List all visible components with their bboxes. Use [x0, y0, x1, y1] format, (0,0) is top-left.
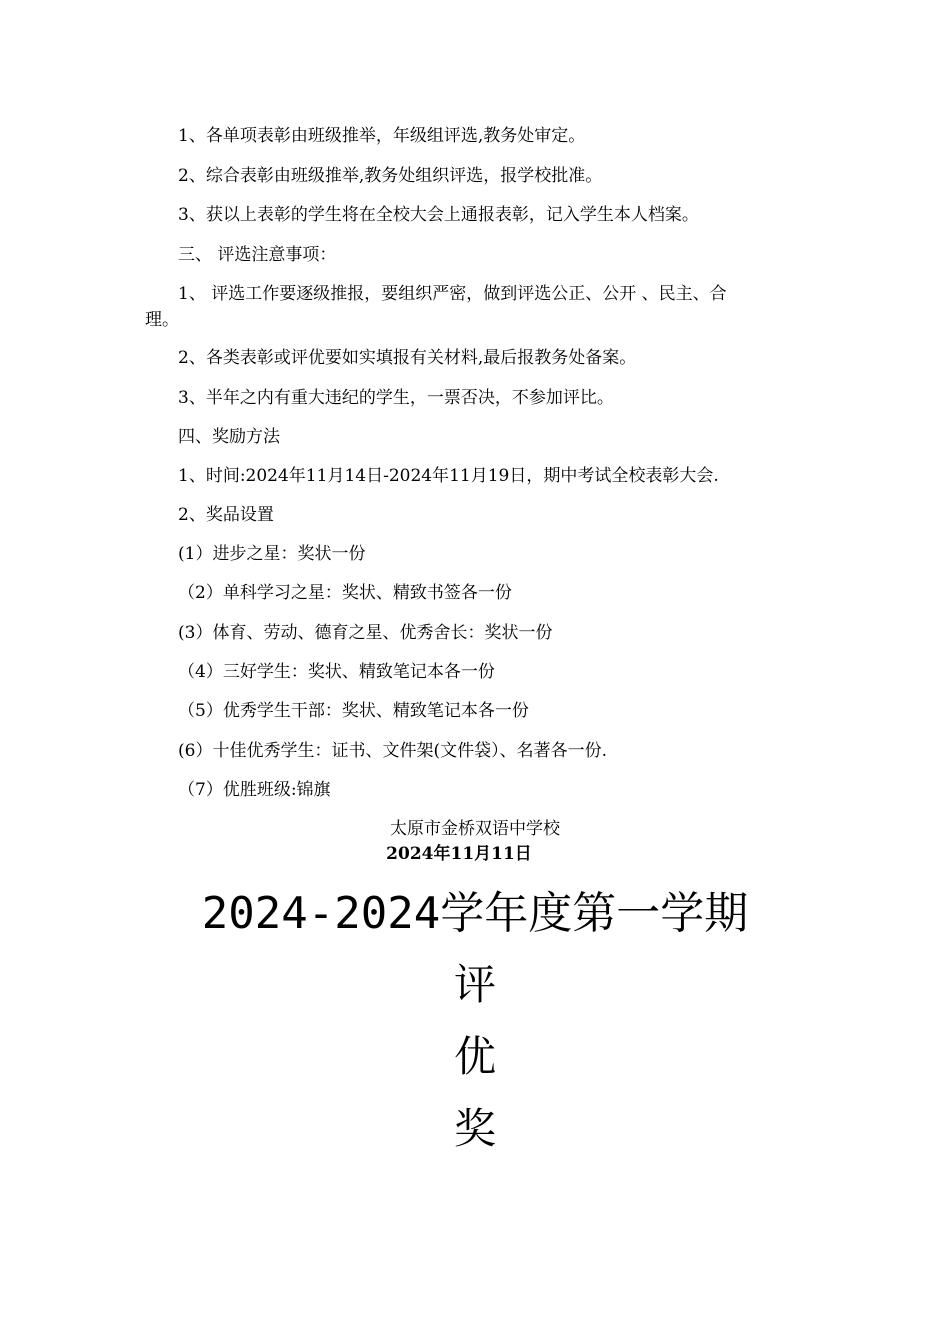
cover-char: 评 — [453, 960, 496, 1009]
prizes-heading: 2、奖品设置 — [178, 505, 274, 525]
prize-item: (3）体育、劳动、德育之星、优秀舍长：奖状一份 — [178, 623, 553, 643]
notes-item-1-line-1: 1、 评选工作要逐级推报，要组织严密，做到评选公正、公开 、民主、合 — [178, 284, 727, 304]
prize-item: （5）优秀学生干部：奖状、精致笔记本各一份 — [178, 701, 529, 721]
procedure-item-1: 1、各单项表彰由班级推举，年级组评选,教务处审定。 — [178, 126, 586, 146]
rewards-heading: 四、奖励方法 — [178, 427, 280, 447]
rewards-time: 1、时间:2024年11月14日-2024年11月19日，期中考试全校表彰大会. — [178, 466, 719, 486]
cover-char: 奖 — [453, 1104, 496, 1153]
cover-char: 优 — [453, 1032, 496, 1081]
prize-item: (6）十佳优秀学生：证书、文件架(文件袋）、名著各一份. — [178, 741, 607, 761]
procedure-item-2: 2、综合表彰由班级推举,教务处组织评选，报学校批准。 — [178, 166, 603, 186]
cover-title: 2024-2024学年度第一学期 — [201, 888, 749, 939]
notes-item-1-line-2: 理。 — [145, 310, 179, 330]
school-name: 太原市金桥双语中学校 — [390, 819, 560, 839]
prize-item: （4）三好学生：奖状、精致笔记本各一份 — [178, 662, 495, 682]
notes-item-3: 3、半年之内有重大违纪的学生，一票否决，不参加评比。 — [178, 388, 614, 408]
signature-date: 2024年11月11日 — [386, 844, 532, 864]
notes-item-2: 2、各类表彰或评优要如实填报有关材料,最后报教务处备案。 — [178, 348, 637, 368]
procedure-item-3: 3、获以上表彰的学生将在全校大会上通报表彰，记入学生本人档案。 — [178, 205, 699, 225]
prize-item: （7）优胜班级:锦旗 — [178, 780, 331, 800]
prize-item: (1）进步之星：奖状一份 — [178, 544, 366, 564]
prize-item: （2）单科学习之星：奖状、精致书签各一份 — [178, 583, 512, 603]
notes-heading: 三、 评选注意事项： — [178, 245, 337, 265]
